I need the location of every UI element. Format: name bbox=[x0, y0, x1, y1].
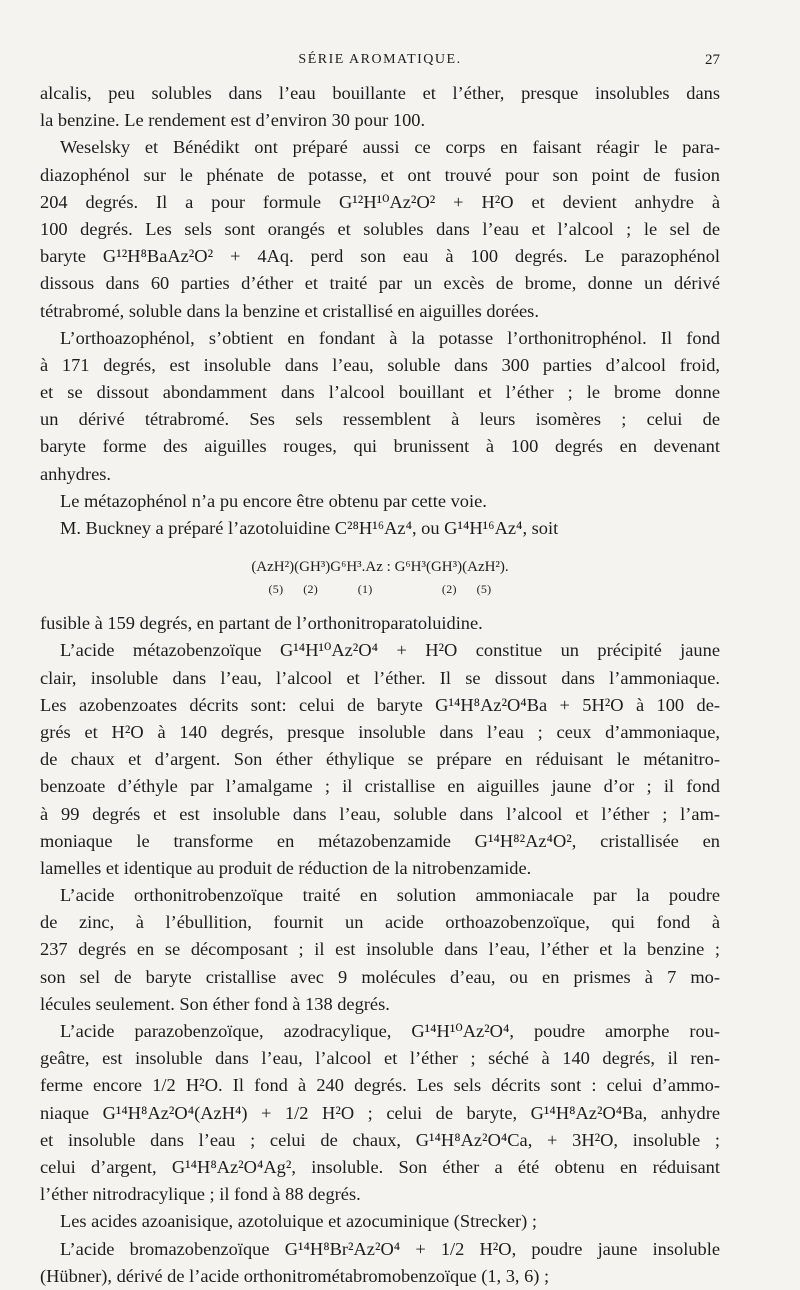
text-line: son sel de baryte cristallise avec 9 molécules d’eau, ou en prismes à 7 mo- bbox=[40, 966, 720, 987]
page-header bbox=[40, 52, 720, 72]
text-line: baryte forme des aiguilles rouges, qui brunissent à 100 degrés en devenant bbox=[40, 436, 720, 457]
running-title: SÉRIE AROMATIQUE. bbox=[298, 52, 462, 67]
text-line: lamelles et identique au produit de réduction de la nitrobenzamide. bbox=[40, 857, 532, 878]
text-line: Le métazophénol n’a pu encore être obtenu par cette voie. bbox=[60, 490, 487, 511]
text-line: geâtre, est insoluble dans l’eau, l’alcool et l’éther ; séché à 140 degrés, il ren- bbox=[40, 1048, 720, 1069]
formula-position-numbers: (5) (2) (1) (2) (5) bbox=[268, 582, 492, 597]
text-line: grés et H²O à 140 degrés, presque insoluble dans l’eau ; ceux d’ammoniaque, bbox=[40, 721, 720, 742]
text-line: 237 degrés en se décomposant ; il est insoluble dans l’eau, l’éther et la benzine ; bbox=[40, 939, 720, 960]
text-line: L’acide métazobenzoïque G¹⁴H¹⁰Az²O⁴ + H²O constitue un précipité jaune bbox=[60, 640, 720, 661]
page-number: 27 bbox=[705, 52, 720, 68]
text-line: à 99 degrés et est insoluble dans l’eau, soluble dans l’alcool et l’éther ; l’am- bbox=[40, 803, 720, 824]
text-line: niaque G¹⁴H⁸Az²O⁴(AzH⁴) + 1/2 H²O ; celui de baryte, G¹⁴H⁸Az²O⁴Ba, anhydre bbox=[40, 1102, 720, 1123]
formula-block bbox=[40, 550, 720, 606]
text-line: benzoate d’éthyle par l’amalgame ; il cristallise en aiguilles jaune d’or ; il fond bbox=[40, 776, 720, 797]
text-line: M. Buckney a préparé l’azotoluidine C²⁸H¹⁶Az⁴, ou G¹⁴H¹⁶Az⁴, soit bbox=[60, 518, 559, 538]
text-line: Les azobenzoates décrits sont: celui de baryte G¹⁴H⁸Az²O⁴Ba + 5H²O à 100 de- bbox=[40, 694, 720, 715]
text-line: et se dissout abondamment dans l’alcool bouillant et l’éther ; le brome donne bbox=[40, 382, 720, 403]
body-text bbox=[40, 80, 720, 1290]
text-line: alcalis, peu solubles dans l’eau bouillante et l’éther, presque insolubles dans bbox=[40, 83, 720, 103]
text-line: diazophénol sur le phénate de potasse, et ont trouvé pour son point de fusion bbox=[40, 164, 720, 185]
text-line: anhydres. bbox=[40, 463, 111, 484]
text-line: Les acides azoanisique, azotoluique et azocuminique (Strecker) ; bbox=[60, 1211, 537, 1232]
text-line: L’acide orthonitrobenzoïque traité en solution ammoniacale par la poudre bbox=[60, 885, 720, 906]
text-line: 204 degrés. Il a pour formule G¹²H¹⁰Az²O² + H²O et devient anhydre à bbox=[40, 191, 720, 212]
text-line: un dérivé tétrabromé. Ses sels ressemblent à leurs isomères ; celui de bbox=[40, 409, 720, 430]
azotoluidine-formula: (AzH²)(GH³)G⁶H³.Az : G⁶H³(GH³)(AzH²). bbox=[251, 559, 509, 576]
text-line: fusible à 159 degrés, en partant de l’orthonitroparatoluidine. bbox=[40, 613, 483, 634]
text-line: celui d’argent, G¹⁴H⁸Az²O⁴Ag², insoluble. Son éther a été obtenu en réduisant bbox=[40, 1156, 720, 1177]
text-line: à 171 degrés, est insoluble dans l’eau, soluble dans 300 parties d’alcool froid, bbox=[40, 354, 720, 375]
text-line: Weselsky et Bénédikt ont préparé aussi ce corps en faisant réagir le para- bbox=[60, 137, 720, 158]
text-line: de zinc, à l’ébullition, fournit un acide orthoazobenzoïque, qui fond à bbox=[40, 912, 720, 933]
text-line: clair, insoluble dans l’eau, l’alcool et l’éther. Il se dissout dans l’ammoniaque. bbox=[40, 667, 720, 688]
text-line: et insoluble dans l’eau ; celui de chaux, G¹⁴H⁸Az²O⁴Ca, + 3H²O, insoluble ; bbox=[40, 1129, 720, 1150]
text-line: moniaque le transforme en métazobenzamide G¹⁴H⁸²Az⁴O², cristallisée en bbox=[40, 830, 720, 851]
text-line: de chaux et d’argent. Son éther éthylique se prépare en réduisant le métanitro- bbox=[40, 749, 720, 770]
text-line: la benzine. Le rendement est d’environ 30 pour 100. bbox=[40, 110, 426, 131]
text-line: L’orthoazophénol, s’obtient en fondant à la potasse l’orthonitrophénol. Il fond bbox=[60, 327, 720, 348]
text-line: baryte G¹²H⁸BaAz²O² + 4Aq. perd son eau à 100 degrés. Le parazophénol bbox=[40, 246, 720, 267]
text-line: l’éther nitrodracylique ; il fond à 88 degrés. bbox=[40, 1184, 361, 1205]
text-line: tétrabromé, soluble dans la benzine et cristallisé en aiguilles dorées. bbox=[40, 300, 539, 321]
text-line: ferme encore 1/2 H²O. Il fond à 240 degrés. Les sels décrits sont : celui d’ammo- bbox=[40, 1075, 720, 1096]
text-line: lécules seulement. Son éther fond à 138 degrés. bbox=[40, 993, 390, 1014]
text-line: (Hübner), dérivé de l’acide orthonitrométabromobenzoïque (1, 3, 6) ; bbox=[40, 1265, 550, 1286]
text-line: L’acide bromazobenzoïque G¹⁴H⁸Br²Az²O⁴ + 1/2 H²O, poudre jaune insoluble bbox=[60, 1238, 720, 1259]
text-line: L’acide parazobenzoïque, azodracylique, G¹⁴H¹⁰Az²O⁴, poudre amorphe rou- bbox=[60, 1021, 720, 1041]
text-line: dissous dans 60 parties d’éther et traité par un excès de brome, donne un dérivé bbox=[40, 273, 720, 294]
text-line: 100 degrés. Les sels sont orangés et solubles dans l’eau et l’alcool ; le sel de bbox=[40, 218, 720, 239]
